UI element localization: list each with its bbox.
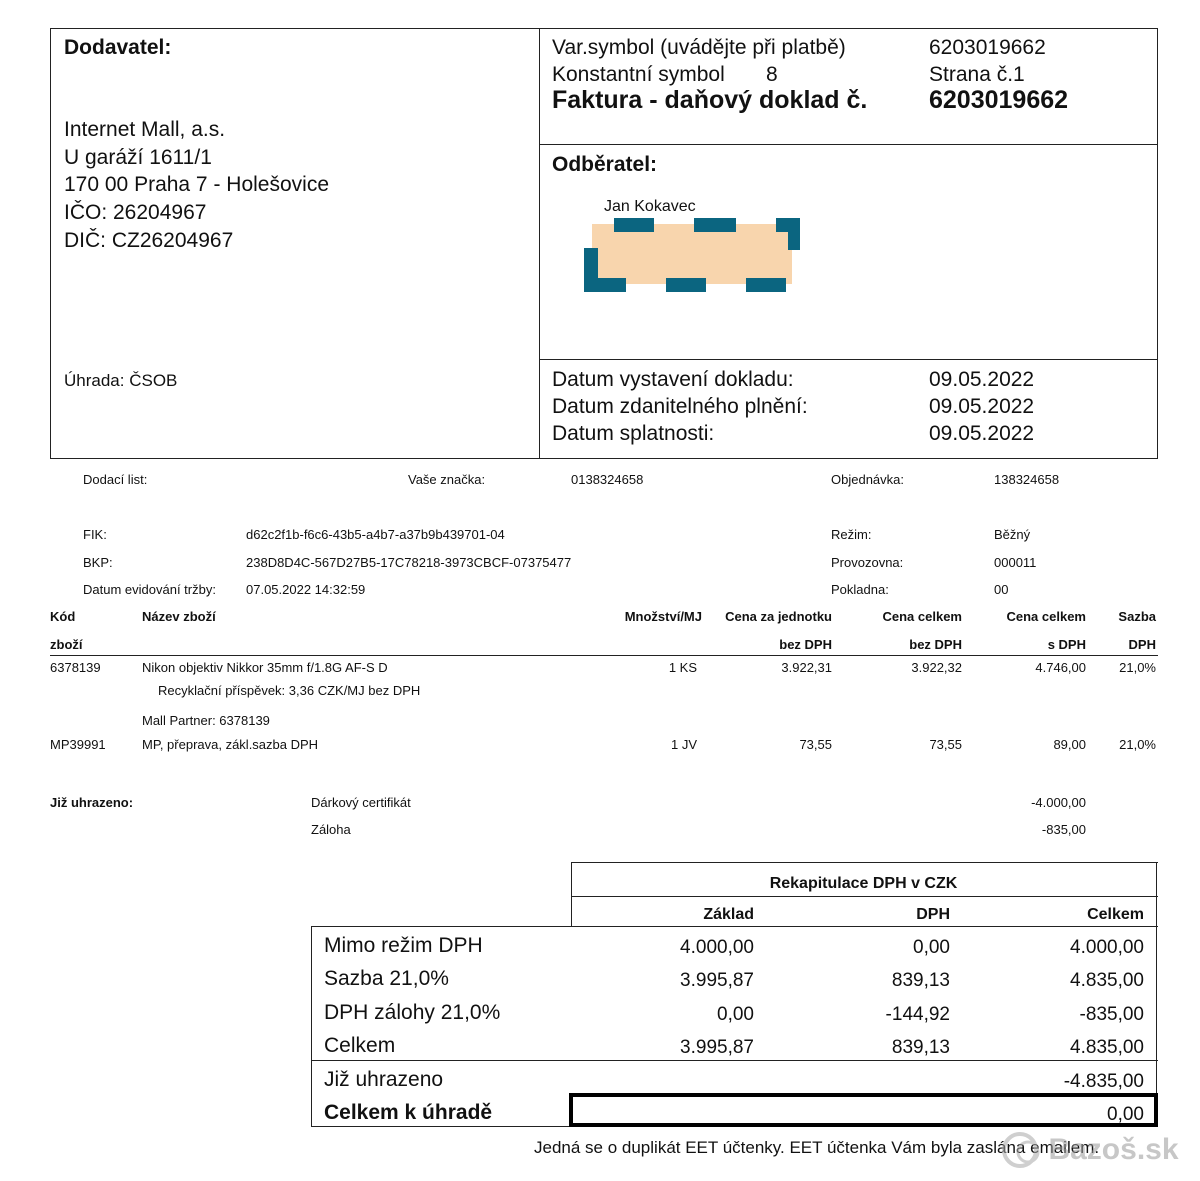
deposit-value: -835,00 bbox=[1041, 822, 1086, 837]
item-rate: 21,0% bbox=[1119, 737, 1156, 752]
fik-label: FIK: bbox=[83, 527, 107, 542]
col-unit-header: Cena za jednotku bbox=[725, 609, 832, 624]
col-total-header-2: bez DPH bbox=[909, 637, 962, 652]
page-number: Strana č.1 bbox=[929, 63, 1025, 86]
col-name-header: Název zboží bbox=[142, 609, 216, 624]
col-rate-header: Sazba bbox=[1118, 609, 1156, 624]
supplier-street: U garáží 1611/1 bbox=[64, 146, 212, 169]
date-issued-label: Datum vystavení dokladu: bbox=[552, 368, 794, 391]
item-qty: 1 JV bbox=[670, 737, 697, 752]
item-total-vat: 4.746,00 bbox=[1035, 660, 1086, 675]
register-value: 00 bbox=[994, 582, 1009, 597]
bkp-value: 238D8D4C-567D27B5-17C78218-3973CBCF-07375477 bbox=[246, 555, 572, 570]
gift-certificate-value: -4.000,00 bbox=[1031, 795, 1086, 810]
col-rate-header-2: DPH bbox=[1128, 637, 1156, 652]
recap-row-vat: 839,13 bbox=[891, 970, 950, 991]
item-total: 3.922,32 bbox=[911, 660, 962, 675]
supplier-city: 170 00 Praha 7 - Holešovice bbox=[64, 173, 329, 196]
item-qty: 1 KS bbox=[668, 660, 697, 675]
recap-border bbox=[571, 862, 572, 927]
gift-certificate-label: Dárkový certifikát bbox=[311, 795, 411, 810]
regime-value: Běžný bbox=[994, 527, 1031, 542]
supplier-ico: IČO: 26204967 bbox=[64, 201, 207, 224]
col-code-header: Kód bbox=[50, 609, 76, 624]
premises-label: Provozovna: bbox=[831, 555, 904, 570]
redaction-fill bbox=[592, 224, 792, 284]
recap-row-total: 4.835,00 bbox=[1070, 1037, 1144, 1058]
recap-row-vat: -144,92 bbox=[885, 1004, 950, 1025]
bazos-watermark bbox=[1000, 1130, 1179, 1170]
col-total-header: Cena celkem bbox=[882, 609, 962, 624]
col-totalvat-header: Cena celkem bbox=[1006, 609, 1086, 624]
recap-title: Rekapitulace DPH v CZK bbox=[769, 875, 958, 892]
const-symbol-label: Konstantní symbol bbox=[552, 63, 725, 86]
delivery-note-label: Dodací list: bbox=[83, 472, 148, 487]
divider bbox=[539, 359, 1158, 360]
recap-border bbox=[311, 1060, 1158, 1061]
col-totalvat-header-2: s DPH bbox=[1047, 637, 1086, 652]
recap-border bbox=[571, 896, 1158, 897]
item-total: 73,55 bbox=[929, 737, 962, 752]
recap-paid-label: Již uhrazeno bbox=[324, 1068, 444, 1091]
item-code: 6378139 bbox=[50, 660, 101, 675]
customer-heading: Odběratel: bbox=[552, 153, 658, 176]
col-qty-header: Množství/MJ bbox=[624, 609, 702, 624]
item-total-vat: 89,00 bbox=[1053, 737, 1086, 752]
date-due-label: Datum splatnosti: bbox=[552, 422, 715, 445]
item-unit-price: 3.922,31 bbox=[781, 660, 832, 675]
recap-row-base: 4.000,00 bbox=[680, 937, 754, 958]
amount-due-label: Celkem k úhradě bbox=[324, 1101, 493, 1124]
your-ref-label: Vaše značka: bbox=[408, 472, 486, 487]
var-symbol-label: Var.symbol (uvádějte při platbě) bbox=[552, 36, 846, 59]
recap-border bbox=[311, 1126, 571, 1127]
recap-row-base: 3.995,87 bbox=[680, 970, 754, 991]
register-label: Pokladna: bbox=[831, 582, 889, 597]
bazos-watermark-text: Bazoš.sk bbox=[1048, 1133, 1179, 1166]
item-unit-price: 73,55 bbox=[799, 737, 832, 752]
invoice-number: 6203019662 bbox=[929, 86, 1069, 114]
recap-row-total: -835,00 bbox=[1079, 1004, 1144, 1025]
divider bbox=[539, 144, 1158, 145]
footer-note: Jedná se o duplikát EET účtenky. EET účtenka Vám byla zaslána emailem. bbox=[534, 1138, 1100, 1157]
recap-row-base: 3.995,87 bbox=[680, 1037, 754, 1058]
recap-row-label: Sazba 21,0% bbox=[324, 967, 449, 990]
recap-col-base: Základ bbox=[703, 906, 754, 923]
recap-col-vat: DPH bbox=[916, 906, 950, 923]
date-taxable-label: Datum zdanitelného plnění: bbox=[552, 395, 808, 418]
recap-border bbox=[311, 926, 1158, 927]
recap-row-base: 0,00 bbox=[717, 1004, 754, 1025]
paid-label: Již uhrazeno: bbox=[50, 795, 134, 810]
table-header-rule bbox=[50, 655, 1158, 656]
recap-border bbox=[311, 926, 312, 1127]
eet-date-label: Datum evidování tržby: bbox=[83, 582, 216, 597]
premises-value: 000011 bbox=[994, 555, 1037, 570]
item-name: MP, přeprava, zákl.sazba DPH bbox=[142, 737, 319, 752]
date-taxable-value: 09.05.2022 bbox=[929, 395, 1035, 418]
col-code-header-2: zboží bbox=[50, 637, 83, 652]
col-unit-header-2: bez DPH bbox=[779, 637, 832, 652]
const-symbol-value: 8 bbox=[766, 63, 778, 86]
recap-border bbox=[571, 862, 1158, 863]
fik-value: d62c2f1b-f6c6-43b5-a4b7-a37b9b439701-04 bbox=[246, 527, 505, 542]
recap-row-vat: 839,13 bbox=[891, 1037, 950, 1058]
var-symbol-value: 6203019662 bbox=[929, 36, 1046, 59]
supplier-dic: DIČ: CZ26204967 bbox=[64, 229, 234, 252]
amount-due-box bbox=[569, 1093, 1158, 1127]
bazos-logo-icon bbox=[1000, 1130, 1044, 1170]
date-issued-value: 09.05.2022 bbox=[929, 368, 1035, 391]
payment-method: Úhrada: ČSOB bbox=[64, 371, 178, 390]
recap-row-total: 4.835,00 bbox=[1070, 970, 1144, 991]
recap-row-total: 4.000,00 bbox=[1070, 937, 1144, 958]
redaction-box bbox=[582, 214, 804, 296]
item-partner: Mall Partner: 6378139 bbox=[142, 713, 270, 728]
supplier-heading: Dodavatel: bbox=[64, 36, 172, 59]
deposit-label: Záloha bbox=[311, 822, 351, 837]
item-note: Recyklační příspěvek: 3,36 CZK/MJ bez DPH bbox=[158, 683, 421, 698]
item-code: MP39991 bbox=[50, 737, 106, 752]
your-ref-value: 0138324658 bbox=[571, 472, 644, 487]
eet-date-value: 07.05.2022 14:32:59 bbox=[246, 582, 366, 597]
item-rate: 21,0% bbox=[1119, 660, 1156, 675]
order-label: Objednávka: bbox=[831, 472, 904, 487]
regime-label: Režim: bbox=[831, 527, 872, 542]
recap-row-label: Celkem bbox=[324, 1034, 396, 1057]
recap-row-vat: 0,00 bbox=[913, 937, 950, 958]
bkp-label: BKP: bbox=[83, 555, 113, 570]
date-due-value: 09.05.2022 bbox=[929, 422, 1035, 445]
item-name: Nikon objektiv Nikkor 35mm f/1.8G AF-S D bbox=[142, 660, 388, 675]
recap-row-label: Mimo režim DPH bbox=[324, 934, 483, 957]
order-value: 138324658 bbox=[994, 472, 1060, 487]
invoice-title: Faktura - daňový doklad č. bbox=[552, 86, 868, 114]
recap-paid-value: -4.835,00 bbox=[1063, 1071, 1144, 1092]
supplier-name: Internet Mall, a.s. bbox=[64, 118, 226, 141]
amount-due-value: 0,00 bbox=[1107, 1104, 1144, 1125]
recap-col-total: Celkem bbox=[1087, 906, 1144, 923]
recap-border bbox=[1156, 862, 1157, 1127]
recap-row-label: DPH zálohy 21,0% bbox=[324, 1001, 501, 1024]
customer-name: Jan Kokavec bbox=[604, 198, 696, 215]
